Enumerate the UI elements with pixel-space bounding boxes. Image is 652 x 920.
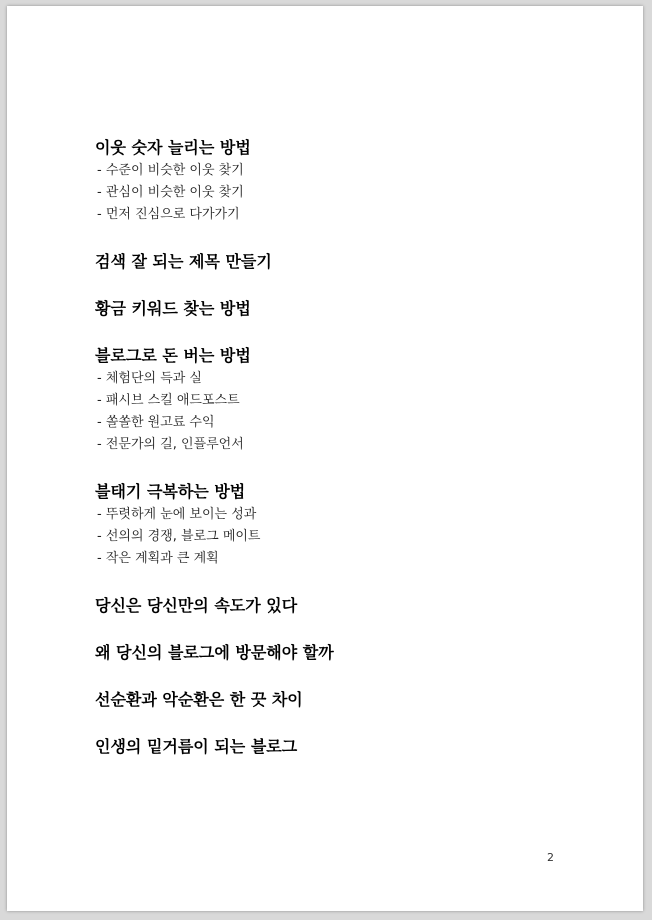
list-item: - 체험단의 득과 실	[97, 371, 202, 386]
section-heading: 블로그로 돈 버는 방법	[95, 346, 251, 365]
section-heading: 당신은 당신만의 속도가 있다	[95, 596, 298, 615]
toc-section	[95, 735, 595, 759]
toc-section	[95, 594, 595, 618]
list-item: - 쏠쏠한 원고료 수익	[97, 415, 215, 430]
table-of-contents	[95, 136, 595, 759]
toc-section	[95, 297, 595, 321]
page-number: 2	[547, 851, 554, 864]
list-item: - 선의의 경쟁, 블로그 메이트	[97, 529, 261, 544]
toc-section	[95, 480, 595, 570]
list-item: - 먼저 진심으로 다가가기	[97, 207, 240, 222]
section-items	[95, 368, 595, 456]
toc-section	[95, 344, 595, 456]
section-heading: 왜 당신의 블로그에 방문해야 할까	[95, 643, 334, 662]
list-item: - 수준이 비슷한 이웃 찾기	[97, 163, 244, 178]
document-page	[7, 6, 643, 911]
list-item: - 뚜렷하게 눈에 보이는 성과	[97, 507, 257, 522]
section-heading: 블태기 극복하는 방법	[95, 482, 246, 501]
toc-section	[95, 641, 595, 665]
toc-section	[95, 250, 595, 274]
list-item: - 패시브 스킬 애드포스트	[97, 393, 240, 408]
list-item: - 관심이 비슷한 이웃 찾기	[97, 185, 244, 200]
list-item: - 작은 계획과 큰 계획	[97, 551, 219, 566]
section-heading: 황금 키워드 찾는 방법	[95, 299, 251, 318]
section-heading: 선순환과 악순환은 한 끗 차이	[95, 690, 303, 709]
section-heading: 이웃 숫자 늘리는 방법	[95, 138, 251, 157]
section-items	[95, 504, 595, 570]
toc-section	[95, 688, 595, 712]
list-item: - 전문가의 길, 인플루언서	[97, 437, 244, 452]
section-heading: 인생의 밑거름이 되는 블로그	[95, 737, 298, 756]
section-items	[95, 160, 595, 226]
toc-section	[95, 136, 595, 226]
section-heading: 검색 잘 되는 제목 만들기	[95, 252, 272, 271]
